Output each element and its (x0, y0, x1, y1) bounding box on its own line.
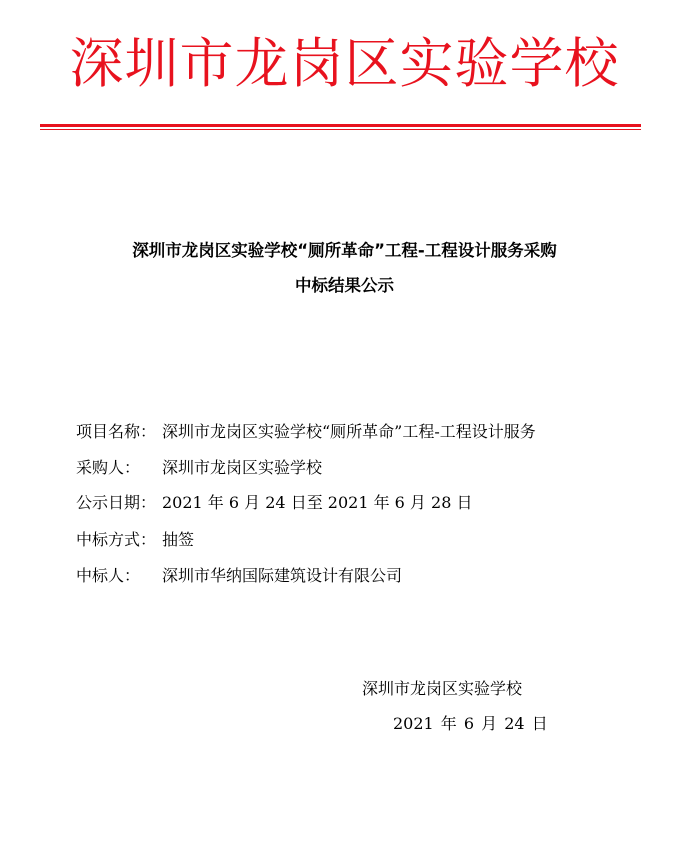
field-bid-method (76, 530, 195, 550)
signature-organization: 深圳市龙岗区实验学校 (362, 679, 523, 698)
field-project-name (76, 422, 536, 442)
document-title-line2: 中标结果公示 (295, 276, 394, 295)
letterhead-rule-thin (40, 129, 641, 130)
field-value: 深圳市华纳国际建筑设计有限公司 (162, 566, 403, 585)
field-value: 2021 年 6 月 24 日至 2021 年 6 月 28 日 (162, 493, 473, 512)
signature-date: 2021 年 6 月 24 日 (393, 714, 548, 733)
field-value: 抽签 (162, 530, 195, 549)
field-announcement-date (76, 493, 473, 513)
field-label: 中标方式： (76, 530, 157, 549)
field-purchaser (76, 458, 323, 478)
field-winning-bidder (76, 566, 403, 586)
letterhead-title: 深圳市龙岗区实验学校 (69, 32, 620, 95)
field-label: 中标人： (76, 566, 141, 585)
field-label: 公示日期： (76, 493, 157, 512)
document-title-line1: 深圳市龙岗区实验学校“厕所革命”工程-工程设计服务采购 (132, 241, 557, 260)
field-label: 项目名称： (76, 422, 157, 441)
field-value: 深圳市龙岗区实验学校 (162, 458, 323, 477)
field-label: 采购人： (76, 458, 141, 477)
field-value: 深圳市龙岗区实验学校“厕所革命”工程-工程设计服务 (162, 422, 536, 441)
letterhead-rule-thick (40, 124, 641, 127)
